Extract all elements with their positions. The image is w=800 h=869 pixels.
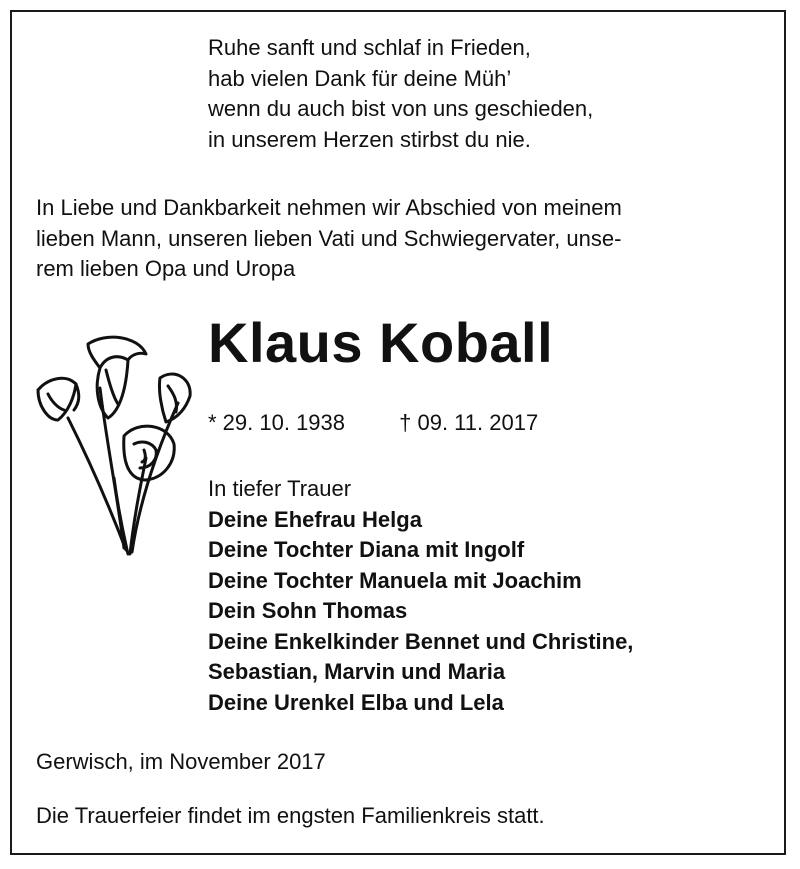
mourner-line: Deine Ehefrau Helga [208,506,422,532]
service-note: Die Trauerfeier findet im engsten Familienkreis statt. [36,803,545,828]
mourner-line: Deine Enkelkinder Bennet und Christine, [208,628,634,654]
poem-line: hab vielen Dank für deine Müh’ [208,65,512,91]
calla-lily-bouquet-icon [28,328,198,560]
place-date: Gerwisch, im November 2017 [36,749,326,774]
mourner-line: Deine Urenkel Elba und Lela [208,689,504,715]
deceased-name: Klaus Koball [208,311,554,374]
memorial-poem [208,33,593,155]
mourner-line: Dein Sohn Thomas [208,598,408,623]
mourner-line: Sebastian, Marvin und Maria [208,659,506,684]
intro-line: lieben Mann, unseren lieben Vati und Schwiegervater, unse- [36,225,622,251]
mourning-intro: In tiefer Trauer [208,476,352,501]
poem-line: Ruhe sanft und schlaf in Frieden, [208,35,531,60]
death-date: † 09. 11. 2017 [399,410,539,435]
poem-line: in unserem Herzen stirbst du nie. [208,126,531,152]
mourners-list [208,474,633,718]
life-dates [208,410,538,436]
intro-line: rem lieben Opa und Uropa [36,256,296,281]
mourner-line: Deine Tochter Manuela mit Joachim [208,567,582,593]
birth-date: * 29. 10. 1938 [208,410,346,435]
mourner-line: Deine Tochter Diana mit Ingolf [208,537,525,562]
poem-line: wenn du auch bist von uns geschieden, [208,96,594,121]
farewell-text [36,193,766,285]
intro-line: In Liebe und Dankbarkeit nehmen wir Abschied von meinem [36,195,622,220]
